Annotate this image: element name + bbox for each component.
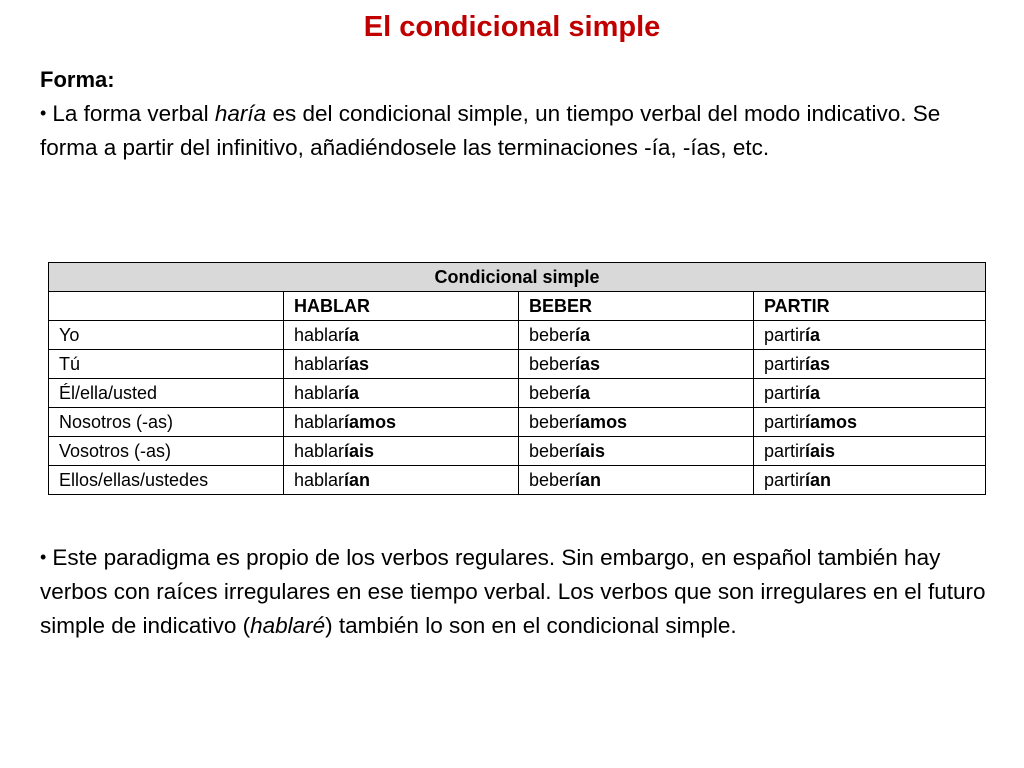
verb-cell	[754, 321, 986, 350]
table-caption: Condicional simple	[49, 263, 986, 292]
paragraph-2	[40, 540, 990, 643]
verb-ending: íamos	[575, 411, 628, 432]
verb-stem: partir	[764, 382, 806, 403]
verb-cell	[284, 466, 519, 495]
person-cell: Nosotros (-as)	[49, 408, 284, 437]
verb-cell	[284, 350, 519, 379]
verb-ending: ía	[344, 324, 360, 345]
verb-ending: ía	[805, 382, 821, 403]
verb-stem: beber	[529, 324, 576, 345]
paragraph-1	[40, 96, 990, 165]
paragraph-2-italic: hablaré	[250, 613, 326, 638]
verb-ending: íamos	[344, 411, 397, 432]
bullet-icon: •	[40, 547, 47, 567]
verb-cell	[519, 379, 754, 408]
table-caption-row	[49, 263, 986, 292]
person-cell: Ellos/ellas/ustedes	[49, 466, 284, 495]
verb-stem: partir	[764, 353, 806, 374]
verb-cell	[519, 321, 754, 350]
verb-ending: ía	[344, 382, 360, 403]
verb-stem: partir	[764, 440, 806, 461]
person-cell: Yo	[49, 321, 284, 350]
verb-cell	[284, 437, 519, 466]
verb-stem: hablar	[294, 469, 345, 490]
verb-ending: íamos	[805, 411, 858, 432]
conjugation-table	[48, 262, 986, 495]
verb-cell	[754, 466, 986, 495]
table-row	[49, 379, 986, 408]
verb-stem: beber	[529, 353, 576, 374]
person-cell: Él/ella/usted	[49, 379, 284, 408]
verb-stem: beber	[529, 469, 576, 490]
verb-cell	[754, 408, 986, 437]
verb-cell	[754, 350, 986, 379]
paragraph-2-post: ) también lo son en el condicional simple.	[325, 613, 737, 638]
paragraph-2-pre: Este paradigma es propio de los verbos regulares. Sin embargo, en español también hay verbos con raíces irregulares en ese tiempo verbal. Los verbos que son irregulares en el futuro simple de indicativo (	[40, 545, 986, 638]
bullet-icon: •	[40, 103, 47, 123]
verb-stem: hablar	[294, 440, 345, 461]
verb-stem: hablar	[294, 411, 345, 432]
verb-ending: ían	[344, 469, 371, 490]
verb-stem: hablar	[294, 353, 345, 374]
paragraph-1-pre: La forma verbal	[52, 101, 215, 126]
table-row	[49, 350, 986, 379]
paragraph-1-post: es del condicional simple, un tiempo verbal del modo indicativo. Se forma a partir del infinitivo, añadiéndosele las terminaciones -ía, -ías, etc.	[40, 101, 941, 160]
person-cell: Tú	[49, 350, 284, 379]
verb-cell	[519, 408, 754, 437]
verb-ending: ías	[575, 353, 601, 374]
verb-cell	[284, 379, 519, 408]
verb-ending: ía	[575, 324, 591, 345]
verb-stem: partir	[764, 411, 806, 432]
verb-ending: ías	[805, 353, 831, 374]
verb-ending: ía	[805, 324, 821, 345]
verb-cell	[754, 379, 986, 408]
verb-stem: beber	[529, 440, 576, 461]
header-cell-hablar: HABLAR	[284, 292, 519, 321]
verb-cell	[284, 321, 519, 350]
person-cell: Vosotros (-as)	[49, 437, 284, 466]
table-header-row	[49, 292, 986, 321]
verb-cell	[754, 437, 986, 466]
table-row	[49, 408, 986, 437]
verb-stem: hablar	[294, 382, 345, 403]
verb-cell	[284, 408, 519, 437]
table-row	[49, 437, 986, 466]
verb-stem: beber	[529, 382, 576, 403]
header-cell-person	[49, 292, 284, 321]
forma-label: Forma:	[40, 67, 115, 92]
verb-ending: ías	[344, 353, 370, 374]
slide-title: El condicional simple	[363, 11, 661, 43]
verb-stem: partir	[764, 469, 806, 490]
header-cell-beber: BEBER	[519, 292, 754, 321]
verb-cell	[519, 466, 754, 495]
verb-stem: partir	[764, 324, 806, 345]
verb-ending: ían	[805, 469, 832, 490]
verb-ending: ían	[575, 469, 602, 490]
verb-ending: íais	[344, 440, 375, 461]
verb-stem: beber	[529, 411, 576, 432]
verb-ending: ía	[575, 382, 591, 403]
paragraph-1-italic: haría	[214, 101, 267, 126]
table-row	[49, 321, 986, 350]
verb-ending: íais	[575, 440, 606, 461]
header-cell-partir: PARTIR	[754, 292, 986, 321]
verb-ending: íais	[805, 440, 836, 461]
verb-cell	[519, 350, 754, 379]
verb-stem: hablar	[294, 324, 345, 345]
verb-cell	[519, 437, 754, 466]
table-row	[49, 466, 986, 495]
